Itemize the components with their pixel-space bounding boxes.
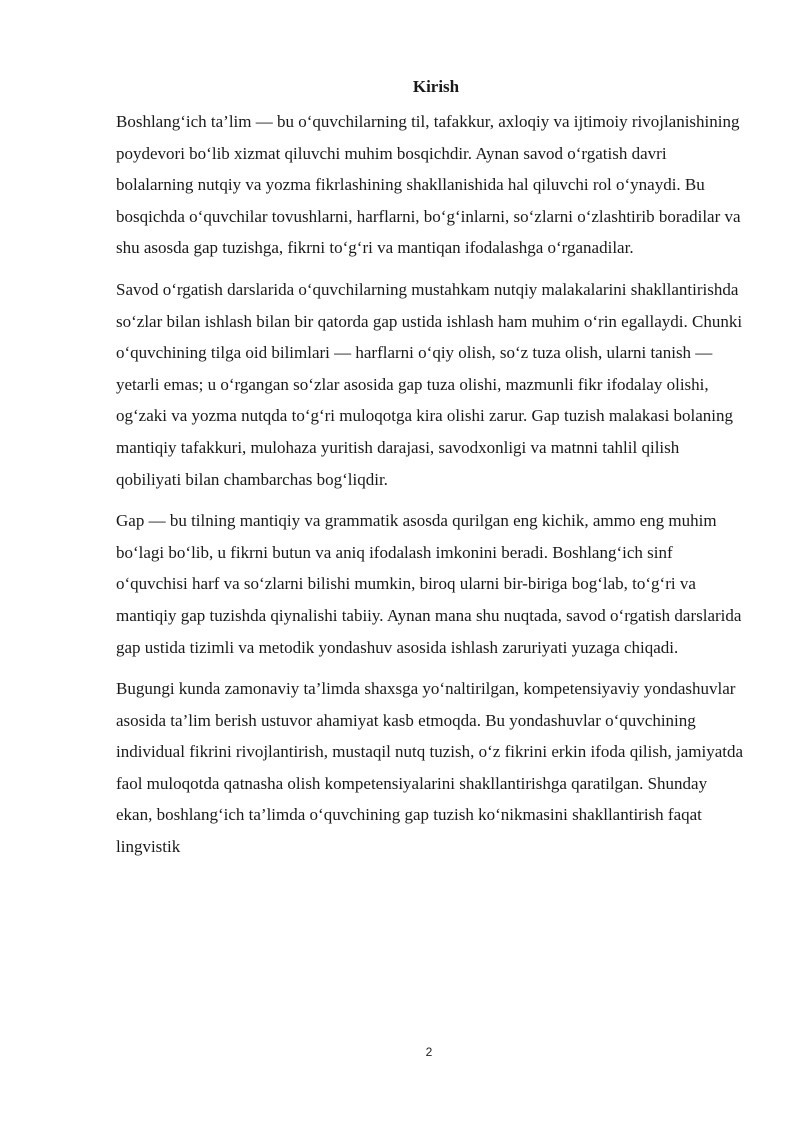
paragraph-4: Bugungi kunda zamonaviy ta’limda shaxsga yo‘naltirilgan, kompetensiyaviy yondashuvlar asosida ta’lim berish ustuvor ahamiyat kasb etmoqda. Bu yondashuvlar o‘quvchining individual fikrini rivojlantirish, mustaqil nutq tuzish, o‘z fikrini erkin ifoda qilish, jamiyatda faol muloqotda qatnasha olish kompetensiyalarini shakllantirishga qaratilgan. Shunday ekan, boshlang‘ich ta’limda o‘quvchining gap tuzish ko‘nikmasini shakllantirish faqat lingvistik xyxy=(116,679,744,857)
page-number: 2 xyxy=(425,1045,433,1059)
paragraph-3: Gap — bu tilning mantiqiy va grammatik asosda qurilgan eng kichik, ammo eng muhim bo‘lagi bo‘lib, u fikrni butun va aniq ifodalash imkonini beradi. Boshlang‘ich sinf o‘quvchisi harf va so‘zlarni bilishi mumkin, biroq ularni bir-biriga bog‘lab, to‘g‘ri va mantiqiy gap tuzishda qiynalishi tabiiy. Aynan mana shu nuqtada, savod o‘rgatish darslarida gap ustida tizimli va metodik yondashuv asosida ishlash zaruriyati yuzaga chiqadi. xyxy=(116,511,742,657)
paragraph-1: Boshlang‘ich ta’lim — bu o‘quvchilarning til, tafakkur, axloqiy va ijtimoiy rivojlanishining poydevori bo‘lib xizmat qiluvchi muhim bosqichdir. Aynan savod o‘rgatish davri bolalarning nutqiy va yozma fikrlashining shakllanishida hal qiluvchi rol o‘ynaydi. Bu bosqichda o‘quvchilar tovushlarni, harflarni, bo‘g‘inlarni, so‘zlarni o‘zlashtirib boradilar va shu asosda gap tuzishga, fikrni to‘g‘ri va mantiqan ifodalashga o‘rganadilar. xyxy=(116,112,741,258)
section-title: Kirish xyxy=(412,77,460,96)
paragraph-2: Savod o‘rgatish darslarida o‘quvchilarning mustahkam nutqiy malakalarini shakllantirishda so‘zlar bilan ishlash bilan bir qatorda gap ustida ishlash ham muhim o‘rin egallaydi. Chunki o‘quvchining tilga oid bilimlari — harflarni o‘qiy olish, so‘z tuza olish, ularni tanish — yetarli emas; u o‘rgangan so‘zlar asosida gap tuza olishi, mazmunli fikr ifodalay olishi, og‘zaki va yozma nutqda to‘g‘ri muloqotga kira olishi zarur. Gap tuzish malakasi bolaning mantiqiy tafakkuri, mulohaza yuritish darajasi, savodxonligi va matnni tahlil qilish qobiliyati bilan chambarchas bog‘liqdir. xyxy=(116,279,743,489)
page-content xyxy=(116,74,746,873)
